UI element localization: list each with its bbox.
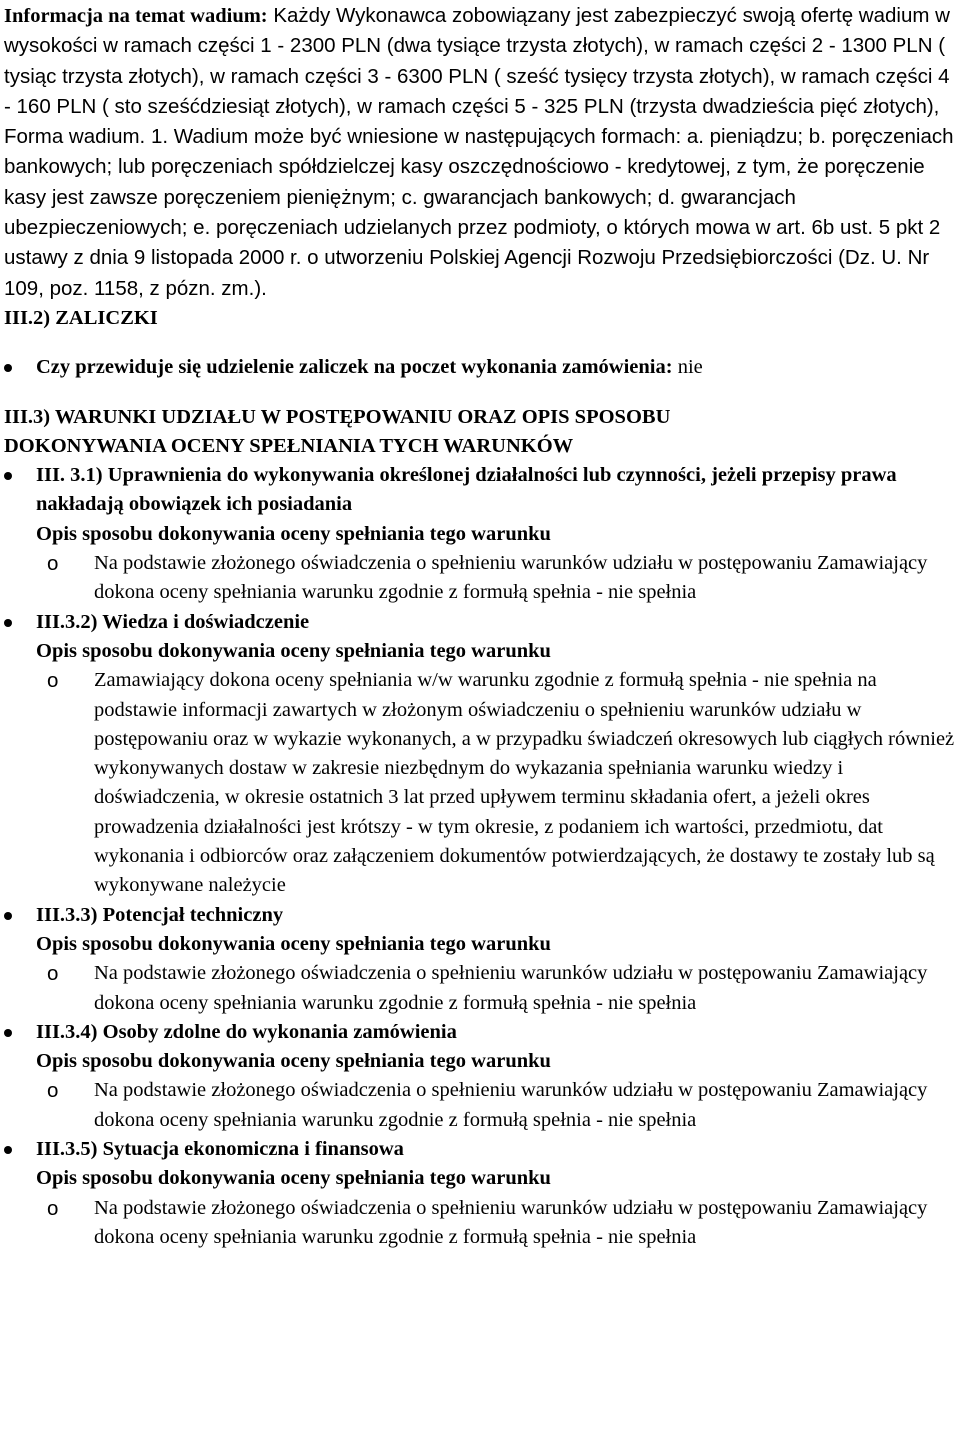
condition-subheading: Opis sposobu dokonywania oceny spełniania tego warunku [36,1167,551,1190]
advance-payment-list [4,353,960,382]
bullet-icon [4,1029,12,1037]
condition-title: III.3.2) Wiedza i doświadczenie [36,610,310,633]
bullet-icon [4,364,12,372]
condition-sublist [36,666,960,900]
condition-description [36,1194,960,1253]
section-iii3-heading-line2: DOKONYWANIA OCENY SPEŁNIANIA TYCH WARUNKÓW [4,434,574,457]
condition-title: III.3.3) Potencjał techniczny [36,903,284,926]
condition-subheading: Opis sposobu dokonywania oceny spełniania tego warunku [36,639,551,662]
condition-item [4,1018,960,1135]
condition-text: Na podstawie złożonego oświadczenia o spełnieniu warunków udziału w postępowaniu Zamawiający dokona oceny spełniania warunku zgodnie z formułą spełnia - nie spełnia [94,552,928,604]
condition-text: Zamawiający dokona oceny spełniania w/w warunku zgodnie z formułą spełnia - nie spełnia na podstawie informacji zawartych w złożonym oświadczeniu o spełnieniu warunków udziału w postępowaniu oraz w wykazie wykonanych, a w przypadku świadczeń okresowych lub ciągłych również wykonywanych dostaw w zakresie niezbędnym do wykazania spełniania warunku wiedzy i doświadczenia, w okresie ostatnich 3 lat przed upływem terminu składania ofert, a jeżeli okres prowadzenia działalności jest krótszy - w tym okresie, z podaniem ich wartości, przedmiotu, dat wykonania i odbiorców oraz załączeniem dokumentów potwierdzających, że dostawy te zostały lub są wykonywane należycie [94,669,955,897]
condition-item [4,901,960,1018]
condition-sublist [36,549,960,608]
advance-payment-question: Czy przewiduje się udzielenie zaliczek na poczet wykonania zamówienia: [36,356,673,379]
document-page [4,0,960,1252]
condition-description [36,1076,960,1135]
section-iii3-heading-line1: III.3) WARUNKI UDZIAŁU W POSTĘPOWANIU ORAZ OPIS SPOSOBU [4,405,671,428]
bullet-icon [4,1146,12,1154]
advance-payment-answer: nie [672,356,703,379]
condition-subheading: Opis sposobu dokonywania oceny spełniania tego warunku [36,522,551,545]
circle-bullet-icon: o [47,669,59,693]
conditions-list [4,461,960,1252]
section-iii3-heading [4,403,960,462]
section-iii2-heading: III.2) ZALICZKI [4,306,158,329]
wadium-label: Informacja na temat wadium: [4,5,268,27]
condition-description [36,959,960,1018]
condition-title: III.3.5) Sytuacja ekonomiczna i finansowa [36,1137,404,1160]
condition-item [4,461,960,607]
condition-item [4,608,960,901]
circle-bullet-icon: o [47,1079,59,1103]
wadium-paragraph [4,0,960,304]
condition-text: Na podstawie złożonego oświadczenia o spełnieniu warunków udziału w postępowaniu Zamawiający dokona oceny spełniania warunku zgodnie z formułą spełnia - nie spełnia [94,962,928,1014]
condition-subheading: Opis sposobu dokonywania oceny spełniania tego warunku [36,1050,551,1073]
condition-text: Na podstawie złożonego oświadczenia o spełnieniu warunków udziału w postępowaniu Zamawiający dokona oceny spełniania warunku zgodnie z formułą spełnia - nie spełnia [94,1196,928,1248]
condition-sublist [36,959,960,1018]
bullet-icon [4,619,12,627]
condition-sublist [36,1194,960,1253]
wadium-text: Każdy Wykonawca zobowiązany jest zabezpieczyć swoją ofertę wadium w wysokości w ramach części 1 - 2300 PLN (dwa tysiące trzysta złotych), w ramach części 2 - 1300 PLN ( tysiąc trzysta złotych), w ramach części 3 - 6300 PLN ( sześć tysięcy trzysta złotych), w ramach części 4 - 160 PLN ( sto sześćdziesiąt złotych), w ramach części 5 - 325 PLN (trzysta dwadzieścia pięć złotych), Forma wadium. 1. Wadium może być wniesione w następujących formach: a. pieniądzu; b. poręczeniach bankowych; lub poręczeniach spółdzielczej kasy oszczędnościowo - kredytowej, z tym, że poręczenie kasy jest zawsze poręczeniem pieniężnym; c. gwarancjach bankowych; d. gwarancjach ubezpieczeniowych; e. poręczeniach udzielanych przez podmioty, o których mowa w art. 6b ust. 5 pkt 2 ustawy z dnia 9 listopada 2000 r. o utworzeniu Polskiej Agencji Rozwoju Przedsiębiorczości (Dz. U. Nr 109, poz. 1158, z pózn. zm.). [4,4,954,300]
condition-subheading: Opis sposobu dokonywania oceny spełniania tego warunku [36,932,551,955]
circle-bullet-icon: o [47,962,59,986]
circle-bullet-icon: o [47,1196,59,1220]
condition-sublist [36,1076,960,1135]
bullet-icon [4,472,12,480]
circle-bullet-icon: o [47,552,59,576]
condition-title: III. 3.1) Uprawnienia do wykonywania określonej działalności lub czynności, jeżeli przepisy prawa nakładają obowiązek ich posiadania [36,464,897,516]
bullet-icon [4,912,12,920]
condition-title: III.3.4) Osoby zdolne do wykonania zamówienia [36,1020,457,1043]
condition-description [36,549,960,608]
condition-description [36,666,960,900]
condition-item [4,1135,960,1252]
advance-payment-item [4,353,960,382]
condition-text: Na podstawie złożonego oświadczenia o spełnieniu warunków udziału w postępowaniu Zamawiający dokona oceny spełniania warunku zgodnie z formułą spełnia - nie spełnia [94,1079,928,1131]
